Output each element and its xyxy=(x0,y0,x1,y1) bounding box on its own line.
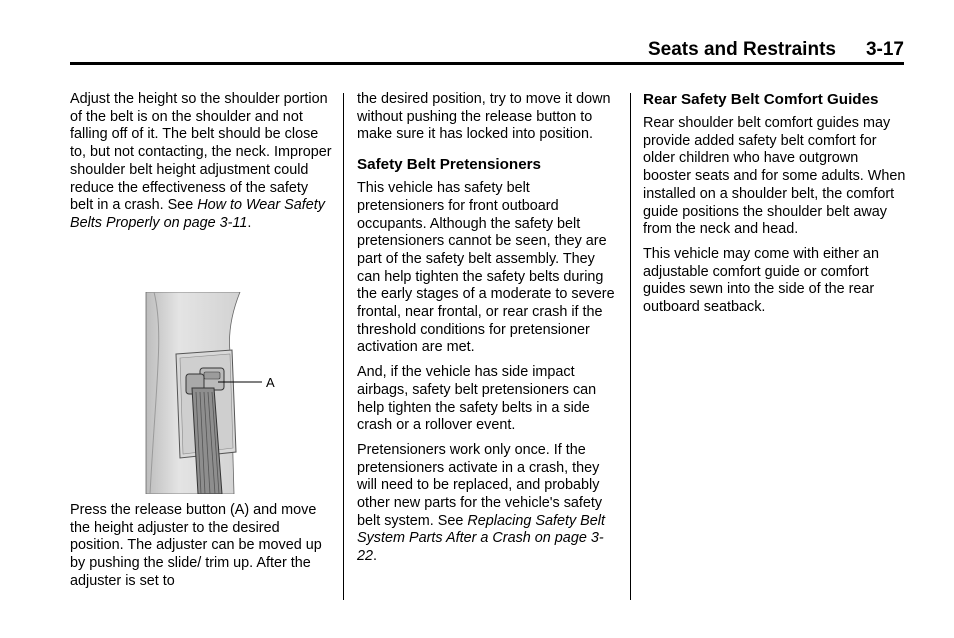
body-text: . xyxy=(373,548,378,565)
column-divider xyxy=(630,93,631,600)
section-title: Seats and Restraints xyxy=(648,39,836,60)
body-text: This vehicle may come with either an adjustable comfort guide or comfort guides sewn into the side of the rear outboard seatback. xyxy=(643,245,879,316)
body-text: Adjust the height so the shoulder portion of the belt is on the shoulder and not falling off of it. The belt should be close to, but not contacting, the neck. Improper shoulder belt height adjustment could reduce the effectiveness of the safety belt in a crash. See xyxy=(70,91,332,214)
body-text: And, if the vehicle has side impact airbags, safety belt pretensioners can help tighten the safety belts in a side crash or a rollover event. xyxy=(357,364,597,434)
body-text: Pretensioners work only once. If the pretensioners activate in a crash, they will need to be replaced, and probably other new parts for the vehicle's safety belt system. See xyxy=(357,441,603,529)
body-text: the desired position, try to move it down without pushing the release button to make sure it has locked into position. xyxy=(357,91,611,143)
page-header xyxy=(70,38,904,62)
height-adjust-paragraph xyxy=(70,91,334,233)
column-divider xyxy=(343,93,344,600)
section-heading: Rear Safety Belt Comfort Guides xyxy=(643,91,879,108)
column-1 xyxy=(70,91,334,240)
body-text: This vehicle has safety belt pretensioners for front outboard occupants. Although the safety belt pretensioners cannot be seen, they are part of the safety belt assembly. They can help tighten the safety belts during the early stages of a moderate to severe frontal, near frontal, or rear crash if the threshold conditions for pretensioner activation are met. xyxy=(357,180,615,356)
belt-height-adjuster-illustration xyxy=(140,292,290,494)
cross-reference: How to Wear Safety Belts Properly on page 3-11 xyxy=(70,197,325,231)
release-button-paragraph xyxy=(70,502,334,598)
body-text xyxy=(357,442,619,566)
section-heading: Safety Belt Pretensioners xyxy=(357,156,542,174)
figure-label-a: A xyxy=(266,375,275,390)
column-2 xyxy=(357,91,619,573)
cross-reference: Replacing Safety Belt System Parts After a Crash on page 3-22 xyxy=(357,512,605,565)
page-number: 3-17 xyxy=(865,39,904,60)
header-rule xyxy=(70,62,904,65)
body-text: . xyxy=(247,214,252,231)
column-3 xyxy=(643,91,907,324)
body-text: Press the release button (A) and move the height adjuster to the desired position. The adjuster can be moved up by pushing the slide/ trim up. After the adjuster is set to xyxy=(70,502,322,589)
body-text: Rear shoulder belt comfort guides may provide added safety belt comfort for older children who have outgrown booster seats and for some adults. When installed on a shoulder belt, the comfort guide positions the shoulder belt away from the neck and head. xyxy=(643,115,906,238)
